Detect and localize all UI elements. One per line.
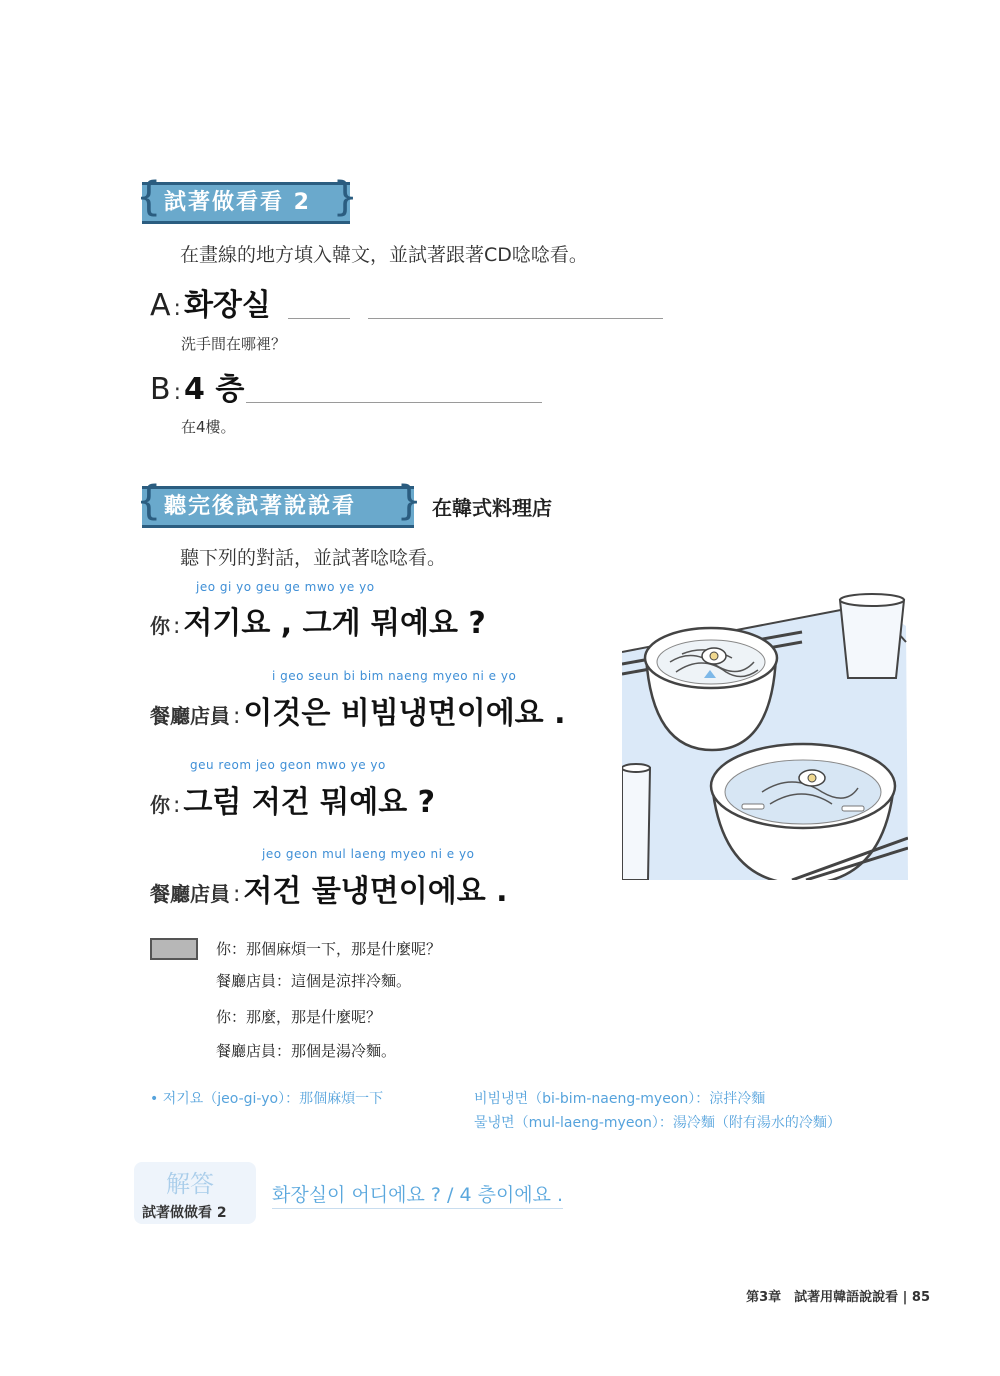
dialogue-line: 你 : 그럼 저건 뭐예요 ? — [150, 785, 436, 820]
korean-sentence: 그럼 저건 뭐예요 ? — [183, 785, 436, 820]
korean-b: 4 층 — [184, 372, 245, 407]
korean-sentence: 저건 물냉면이에요 . — [243, 874, 508, 909]
section-banner-try-it — [142, 182, 350, 224]
dialogue-line: 餐廳店員 : 이것은 비빔냉면이에요 . — [150, 696, 566, 731]
speaker-a: A — [150, 288, 171, 323]
answer-box — [134, 1162, 256, 1224]
speaker: 你 — [150, 793, 170, 817]
dialogue-line: 你 : 저기요 , 그게 뭐예요 ? — [150, 606, 486, 641]
romanization: geu reom jeo geon mwo ye yo — [190, 758, 386, 772]
vocab-item: 물냉면（mul-laeng-myeon）：湯冷麵（附有湯水的冷麵） — [474, 1115, 841, 1131]
romanization: i geo seun bi bim naeng myeo ni e yo — [272, 669, 517, 683]
section-banner-listen — [142, 486, 414, 528]
korean-sentence: 저기요 , 그게 뭐예요 ? — [183, 606, 486, 641]
speaker-b: B — [150, 372, 171, 407]
vocab-item: • 저기요（jeo-gi-yo）：那個麻煩一下 — [150, 1091, 384, 1107]
line-a: A : 화장실 — [150, 288, 271, 323]
speaker: 你 — [150, 614, 170, 638]
answer-text: 화장실이 어디에요 ? / 4 층이에요 . — [272, 1180, 563, 1207]
translation-line: 餐廳店員：這個是涼拌冷麵。 — [216, 972, 412, 990]
page-footer: 第3章 試著用韓語說說看 | 85 — [746, 1290, 930, 1305]
korean-a: 화장실 — [183, 288, 271, 323]
translation-a: 洗手間在哪裡？ — [181, 335, 287, 353]
translation-b: 在4樓。 — [181, 418, 236, 436]
translation-icon — [150, 938, 198, 960]
instruction-text: 在畫線的地方填入韓文，並試著跟著CD唸唸看。 — [180, 244, 588, 266]
translation-line: 你：那個麻煩一下，那是什麼呢？ — [216, 940, 442, 958]
romanization: jeo geon mul laeng myeo ni e yo — [262, 847, 475, 861]
korean-sentence: 이것은 비빔냉면이에요 . — [243, 696, 566, 731]
section-subtitle: 在韓式料理店 — [432, 496, 552, 520]
instruction-text: 聽下列的對話，並試著唸唸看。 — [180, 547, 447, 569]
fill-blank[interactable] — [288, 318, 350, 319]
noodle-bowls-illustration — [622, 592, 908, 880]
speaker: 餐廳店員 — [150, 704, 230, 728]
answer-label: 解答 — [166, 1170, 214, 1198]
translation-line: 餐廳店員：那個是湯冷麵。 — [216, 1042, 397, 1060]
answer-sublabel: 試著做做看 2 — [142, 1205, 227, 1221]
note-icon — [150, 938, 198, 960]
vocab-item: 비빔냉면（bi-bim-naeng-myeon）：涼拌冷麵 — [474, 1091, 766, 1107]
translation-line: 你：那麼，那是什麼呢？ — [216, 1008, 382, 1026]
fill-blank[interactable] — [246, 402, 542, 403]
fill-blank[interactable] — [368, 318, 663, 319]
speaker: 餐廳店員 — [150, 882, 230, 906]
section-title: 試著做看看 2 — [164, 190, 311, 215]
line-b: B : 4 층 — [150, 372, 245, 407]
section-title: 聽完後試著說說看 — [164, 494, 357, 519]
romanization: jeo gi yo geu ge mwo ye yo — [196, 580, 375, 594]
dialogue-line: 餐廳店員 : 저건 물냉면이에요 . — [150, 874, 508, 909]
